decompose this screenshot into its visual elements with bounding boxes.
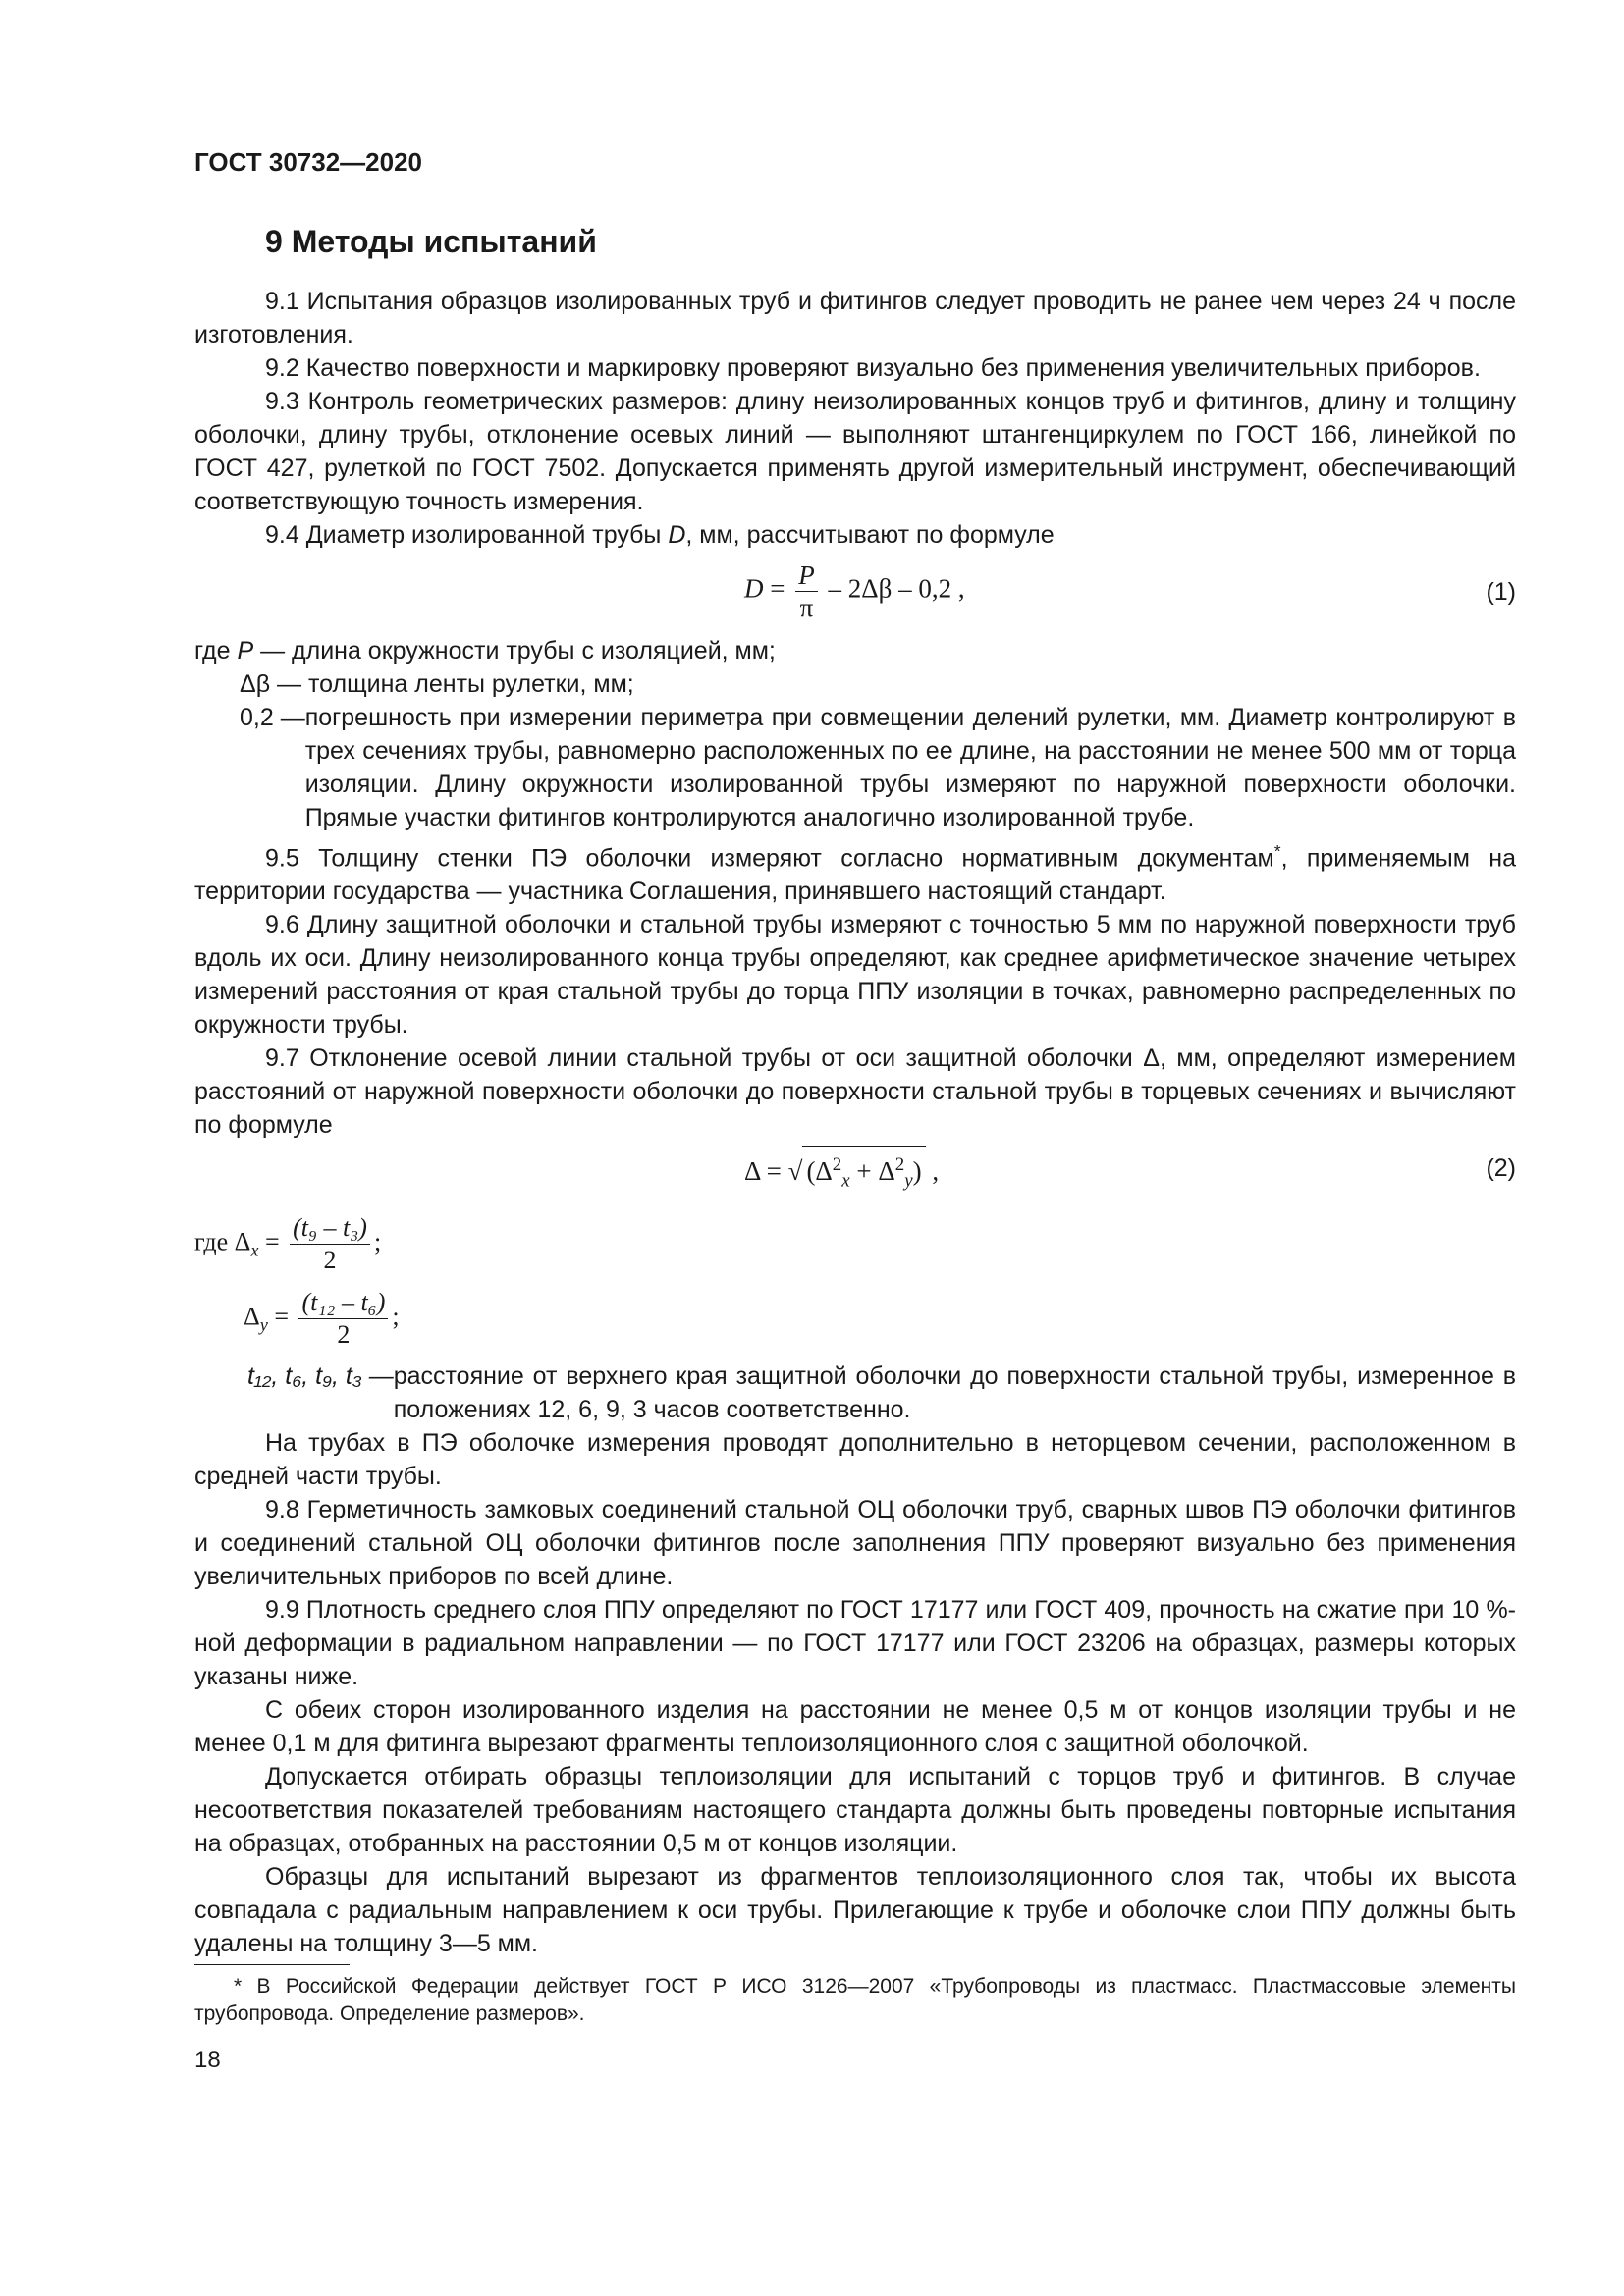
paragraph-9-1: 9.1 Испытания образцов изолированных труб и фитингов следует проводить не ранее чем через 24 ч после изготовления. [194,288,1516,348]
delta-y-definition: $\Delta_y$ = $\frac{\text{(t₁₂ – t₆)}}{2}$ ; [244,1288,400,1350]
document-body [194,285,1516,1960]
formula-1-fraction: $\frac{P}{\pi}$ [795,560,818,623]
section-title: 9 Методы испытаний [265,224,597,259]
footnote-mark: * [1273,841,1281,861]
paragraph-9-8: 9.8 Герметичность замковых соединений стальной ОЦ оболочки труб, сварных швов ПЭ оболочки фитингов и соединений стальной ОЦ оболочки фитингов после заполнения ППУ проверяют визуально без применения увеличительных приборов по всей длине. [194,1496,1516,1591]
definition-0-2: 0,2 — погрешность при измерении периметра при совмещении делений рулетки, мм. Диаметр контролируют в трех сечениях трубы, равномерно расположенных по ее длине, на расстоянии не менее 500 мм от торца изоляции. Длину окружности изолированной трубы измеряют по наружной поверхности оболочки. Прямые участки фитингов контролируются аналогично изолированной трубе. [240,704,1516,831]
paragraph-9-9-b: С обеих сторон изолированного изделия на расстоянии не менее 0,5 м от концов изоляции трубы и не менее 0,1 м для фитинга вырезают фрагменты теплоизоляционного слоя с защитной оболочкой. [194,1696,1516,1758]
paragraph-9-7: 9.7 Отклонение осевой линии стальной трубы от оси защитной оболочки Δ, мм, определяют измерением расстояний от наружной поверхности оболочки до поверхности стальной трубы в торцевых сечениях и вычисляют по формуле [194,1044,1516,1140]
paragraph-9-9: 9.9 Плотность среднего слоя ППУ определяют по ГОСТ 17177 или ГОСТ 409, прочность на сжатие при 10 %-ной деформации в радиальном направлении — по ГОСТ 17177 или ГОСТ 23206 на образцах, размеры которых указаны ниже. [194,1596,1516,1691]
paragraph-9-9-c: Допускается отбирать образцы теплоизоляции для испытаний с торцов труб и фитингов. В случае несоответствия показателей требованиям настоящего стандарта должны быть проведены повторные испытания на образцах, отобранных на расстоянии 0,5 м от концов изоляции. [194,1763,1516,1858]
formula-1-rest: – 2Δβ – 0,2 , [828,573,965,604]
formula-2: Δ = √ $(\Delta^2_x + \Delta^2_y)$ , (2) [194,1142,1516,1197]
formula-2-lhs: Δ = [744,1156,782,1187]
paragraph-9-2: 9.2 Качество поверхности и маркировку проверяют визуально без применения увеличительных приборов. [265,354,1481,382]
formula-1: D = $\frac{P}{\pi}$ – 2Δβ – 0,2 , (1) [744,561,1516,622]
paragraph-9-3: 9.3 Контроль геометрических размеров: длину неизолированных концов труб и фитингов, длину и толщину оболочки, длину трубы, отклонение осевых линий — выполняют штангенциркулем по ГОСТ 166, линейкой по ГОСТ 427, рулеткой по ГОСТ 7502. Допускается применять другой измерительный инструмент, обеспечивающий соответствующую точность измерения. [194,388,1516,515]
formula-2-sqrt: √ $(\Delta^2_x + \Delta^2_y)$ [788,1146,926,1198]
formula-2-number: (2) [1486,1154,1516,1183]
definition-t-values: t₁₂, t₆, t₉, t₃ — расстояние от верхнего края защитной оболочки до поверхности стальной трубы, измеренное в положениях 12, 6, 9, 3 часов соответственно. [247,1362,1516,1424]
delta-x-definition: где $\Delta_x$ = $\frac{\text{(t₉ – t₃)}}{2}$ ; [194,1213,382,1275]
paragraph-9-5: 9.5 Толщину стенки ПЭ оболочки измеряют согласно нормативным документам*, применяемым на территории государства — участника Соглашения, принявшего настоящий стандарт. [194,841,1516,906]
footnote: * В Российской Федерации действует ГОСТ Р ИСО 3126—2007 «Трубопроводы из пластмасс. Пластмассовые элементы трубопровода. Определение размеров». [194,1975,1516,2025]
footnote-separator [194,1964,350,1965]
delta-definitions [194,1202,1516,1360]
paragraph-9-9-d: Образцы для испытаний вырезают из фрагментов теплоизоляционного слоя так, чтобы их высота совпадала с радиальным направлением к оси трубы. Прилегающие к трубе и оболочке слои ППУ должны быть удалены на толщину 3—5 мм. [194,1863,1516,1958]
formula-1-lhs: D [744,573,764,604]
definition-p: где P — длина окружности трубы с изоляцией, мм; [194,637,776,665]
page-number: 18 [194,2047,221,2073]
definition-delta-beta: Δβ — толщина ленты рулетки, мм; [240,670,634,698]
paragraph-9-6: 9.6 Длину защитной оболочки и стальной трубы измеряют с точностью 5 мм по наружной поверхности труб вдоль их оси. Длину неизолированного конца трубы определяют, как среднее арифметическое значение четырех измерений расстояния от края стальной трубы до торца ППУ изоляции в точках, равномерно распределенных по окружности трубы. [194,911,1516,1040]
paragraph-9-7-note: На трубах в ПЭ оболочке измерения проводят дополнительно в неторцевом сечении, расположенном в средней части трубы. [194,1429,1516,1491]
formula-1-number: (1) [1486,578,1516,606]
document-header: ГОСТ 30732—2020 [194,147,422,177]
paragraph-9-4: 9.4 Диаметр изолированной трубы D, мм, рассчитывают по формуле [265,521,1055,549]
